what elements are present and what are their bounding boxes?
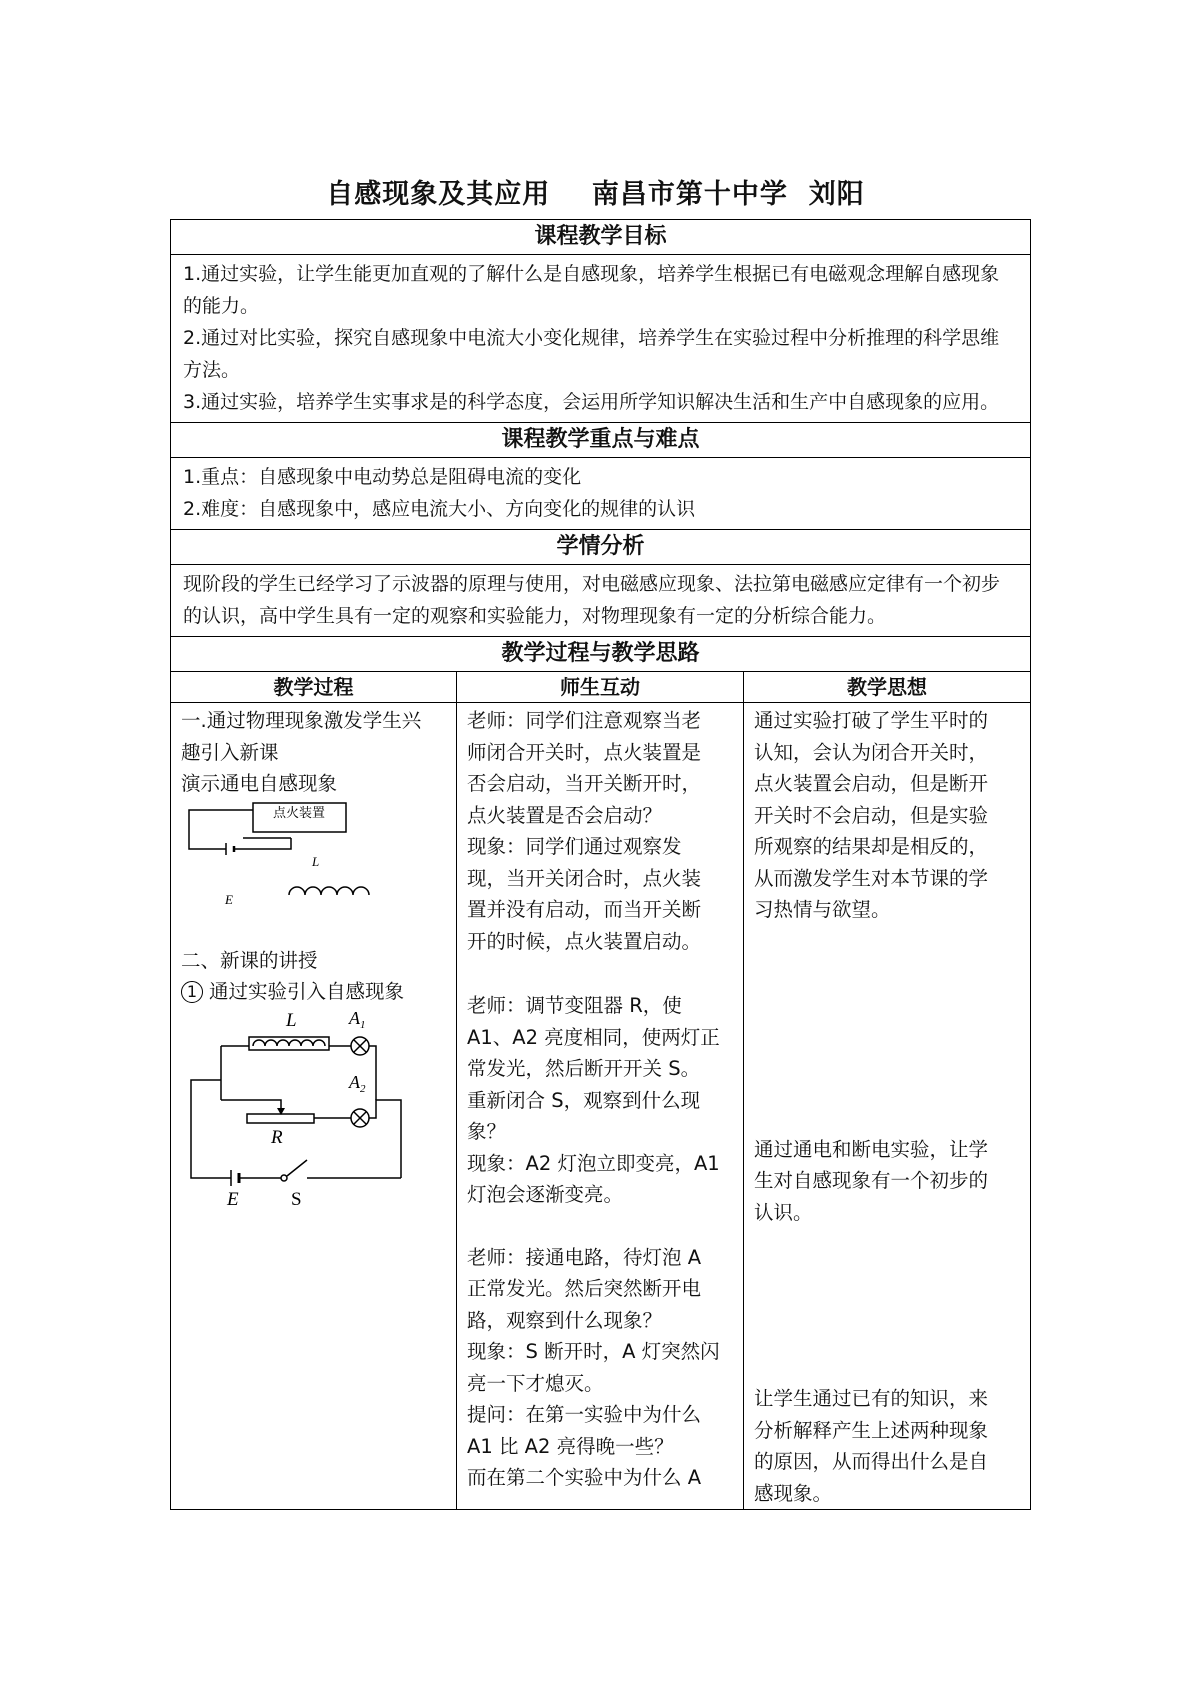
thinking-line: 认识。 [754, 1200, 813, 1224]
column-header-thinking: 教学思想 [744, 672, 1031, 703]
process-line: 二、新课的讲授 [181, 948, 318, 972]
lesson-plan-table [170, 219, 1031, 1510]
interaction-line: 常发光，然后断开开关 S。 [467, 1057, 701, 1080]
interaction-line: 路，观察到什么现象？ [467, 1308, 663, 1332]
interaction-line: 开的时候，点火装置启动。 [467, 929, 702, 953]
objectives-row [171, 255, 1031, 423]
objectives-cell [171, 255, 1031, 423]
interaction-line: 灯泡会逐渐变亮。 [467, 1183, 624, 1206]
switch-S-label: S [291, 1188, 302, 1208]
interaction-line: 老师：接通电路，待灯泡 A [467, 1245, 702, 1269]
inductor-coil-icon [289, 887, 369, 895]
thinking-line: 从而激发学生对本节课的学 [754, 866, 989, 890]
inductor-L-label: L [286, 1009, 297, 1031]
battery-label: E [225, 891, 233, 907]
battery-E-label: E [227, 1188, 239, 1208]
interaction-line: 现，当开关闭合时，点火装 [467, 866, 702, 890]
analysis-text: 现阶段的学生已经学习了示波器的原理与使用，对电磁感应现象、法拉第电磁感应定律有一个初步的认识，高中学生具有一定的观察和实验能力，对物理现象有一定的分析综合能力。 [183, 573, 1001, 627]
process-column [171, 703, 457, 1510]
thinking-column [744, 703, 1031, 1510]
thinking-line: 让学生通过已有的知识，来 [754, 1387, 989, 1410]
objective-item: 1.通过实验，让学生能更加直观的了解什么是自感现象，培养学生根据已有电磁观念理解自感现象的能力。 [183, 263, 1000, 317]
thinking-line: 通过通电和断电实验，让学 [754, 1137, 989, 1161]
interaction-line: 置并没有启动，而当开关断 [467, 898, 702, 921]
rheostat-icon [247, 1114, 314, 1123]
interaction-line: 老师：同学们注意观察当老 [467, 709, 702, 732]
lamp-A1-label: $A_1$ [349, 1007, 366, 1031]
key-points-header-row [171, 423, 1031, 458]
thinking-line: 点火装置会启动，但是断开 [754, 772, 989, 795]
interaction-line: 亮一下才熄灭。 [467, 1371, 604, 1395]
column-header-process: 教学过程 [171, 672, 457, 703]
analysis-header: 学情分析 [171, 530, 1031, 565]
interaction-line: 老师：调节变阻器 R，使 [467, 994, 682, 1017]
rheostat-R-label: R [271, 1126, 283, 1148]
interaction-line: 重新闭合 S，观察到什么现 [467, 1088, 701, 1112]
thinking-line: 开关时不会启动，但是实验 [754, 803, 989, 827]
process-content-row [171, 703, 1031, 1510]
analysis-header-row [171, 530, 1031, 565]
thinking-line: 的原因，从而得出什么是自 [754, 1450, 989, 1473]
key-points-cell [171, 458, 1031, 530]
interaction-column [457, 703, 744, 1510]
thinking-line: 生对自感现象有一个初步的 [754, 1169, 989, 1192]
objectives-header: 课程教学目标 [171, 220, 1031, 255]
process-header-row [171, 637, 1031, 672]
inductor-coil-icon [253, 1040, 325, 1046]
interaction-line: 师闭合开关时，点火装置是 [467, 740, 702, 764]
key-point-item: 1.重点：自感现象中电动势总是阻碍电流的变化 [183, 466, 582, 488]
key-points-header: 课程教学重点与难点 [171, 423, 1031, 458]
thinking-line: 习热情与欲望。 [754, 898, 891, 921]
key-points-row [171, 458, 1031, 530]
analysis-row [171, 565, 1031, 637]
switch-icon [281, 1175, 287, 1181]
process-line: 趣引入新课 [181, 740, 279, 764]
interaction-line: 否会启动，当开关断开时， [467, 772, 702, 795]
inductor-label: L [312, 853, 320, 869]
thinking-line: 感现象。 [754, 1481, 833, 1505]
interaction-line: 点火装置是否会启动？ [467, 803, 663, 827]
interaction-line: A1、A2 亮度相同，使两灯正 [467, 1025, 720, 1049]
process-column-headers [171, 672, 1031, 703]
thinking-line: 通过实验打破了学生平时的 [754, 709, 989, 732]
interaction-line: 现象：A2 灯泡立即变亮，A1 [467, 1151, 720, 1175]
process-line: 一.通过物理现象激发学生兴 [181, 709, 422, 732]
interaction-line: 象？ [467, 1120, 507, 1143]
process-line: 演示通电自感现象 [181, 772, 338, 795]
objective-item: 2.通过对比实验，探究自感现象中电流大小变化规律，培养学生在实验过程中分析推理的科学思维方法。 [183, 327, 1000, 381]
interaction-line: 现象：同学们通过观察发 [467, 835, 682, 858]
key-point-item: 2.难度：自感现象中，感应电流大小、方向变化的规律的认识 [183, 498, 696, 520]
self-induction-circuit-diagram [181, 1008, 431, 1208]
process-header: 教学过程与教学思路 [171, 637, 1031, 672]
ignition-device-label: 点火装置 [272, 804, 326, 820]
circled-number: 1 [181, 981, 203, 1003]
objectives-header-row [171, 220, 1031, 255]
thinking-line: 认知，会认为闭合开关时， [754, 740, 989, 764]
process-line-item [181, 976, 446, 1008]
interaction-line: 现象：S 断开时，A 灯突然闪 [467, 1340, 720, 1363]
interaction-line: 提问：在第一实验中为什么 [467, 1403, 702, 1426]
ignition-circuit-diagram [181, 800, 381, 920]
analysis-cell [171, 565, 1031, 637]
objective-item: 3.通过实验，培养学生实事求是的科学态度，会运用所学知识解决生活和生产中自感现象的应用。 [183, 391, 1000, 413]
thinking-line: 分析解释产生上述两种现象 [754, 1418, 989, 1442]
lamp-A2-label: $A_2$ [349, 1071, 366, 1095]
column-header-interaction: 师生互动 [457, 672, 744, 703]
interaction-line: A1 比 A2 亮得晚一些？ [467, 1434, 674, 1458]
interaction-line: 而在第二个实验中为什么 A [467, 1466, 702, 1489]
interaction-line: 正常发光。然后突然断开电 [467, 1277, 702, 1300]
document-title: 自感现象及其应用 南昌市第十中学 刘阳 [326, 179, 865, 210]
thinking-line: 所观察的结果却是相反的， [754, 835, 989, 858]
process-item-text: 通过实验引入自感现象 [209, 980, 405, 1003]
